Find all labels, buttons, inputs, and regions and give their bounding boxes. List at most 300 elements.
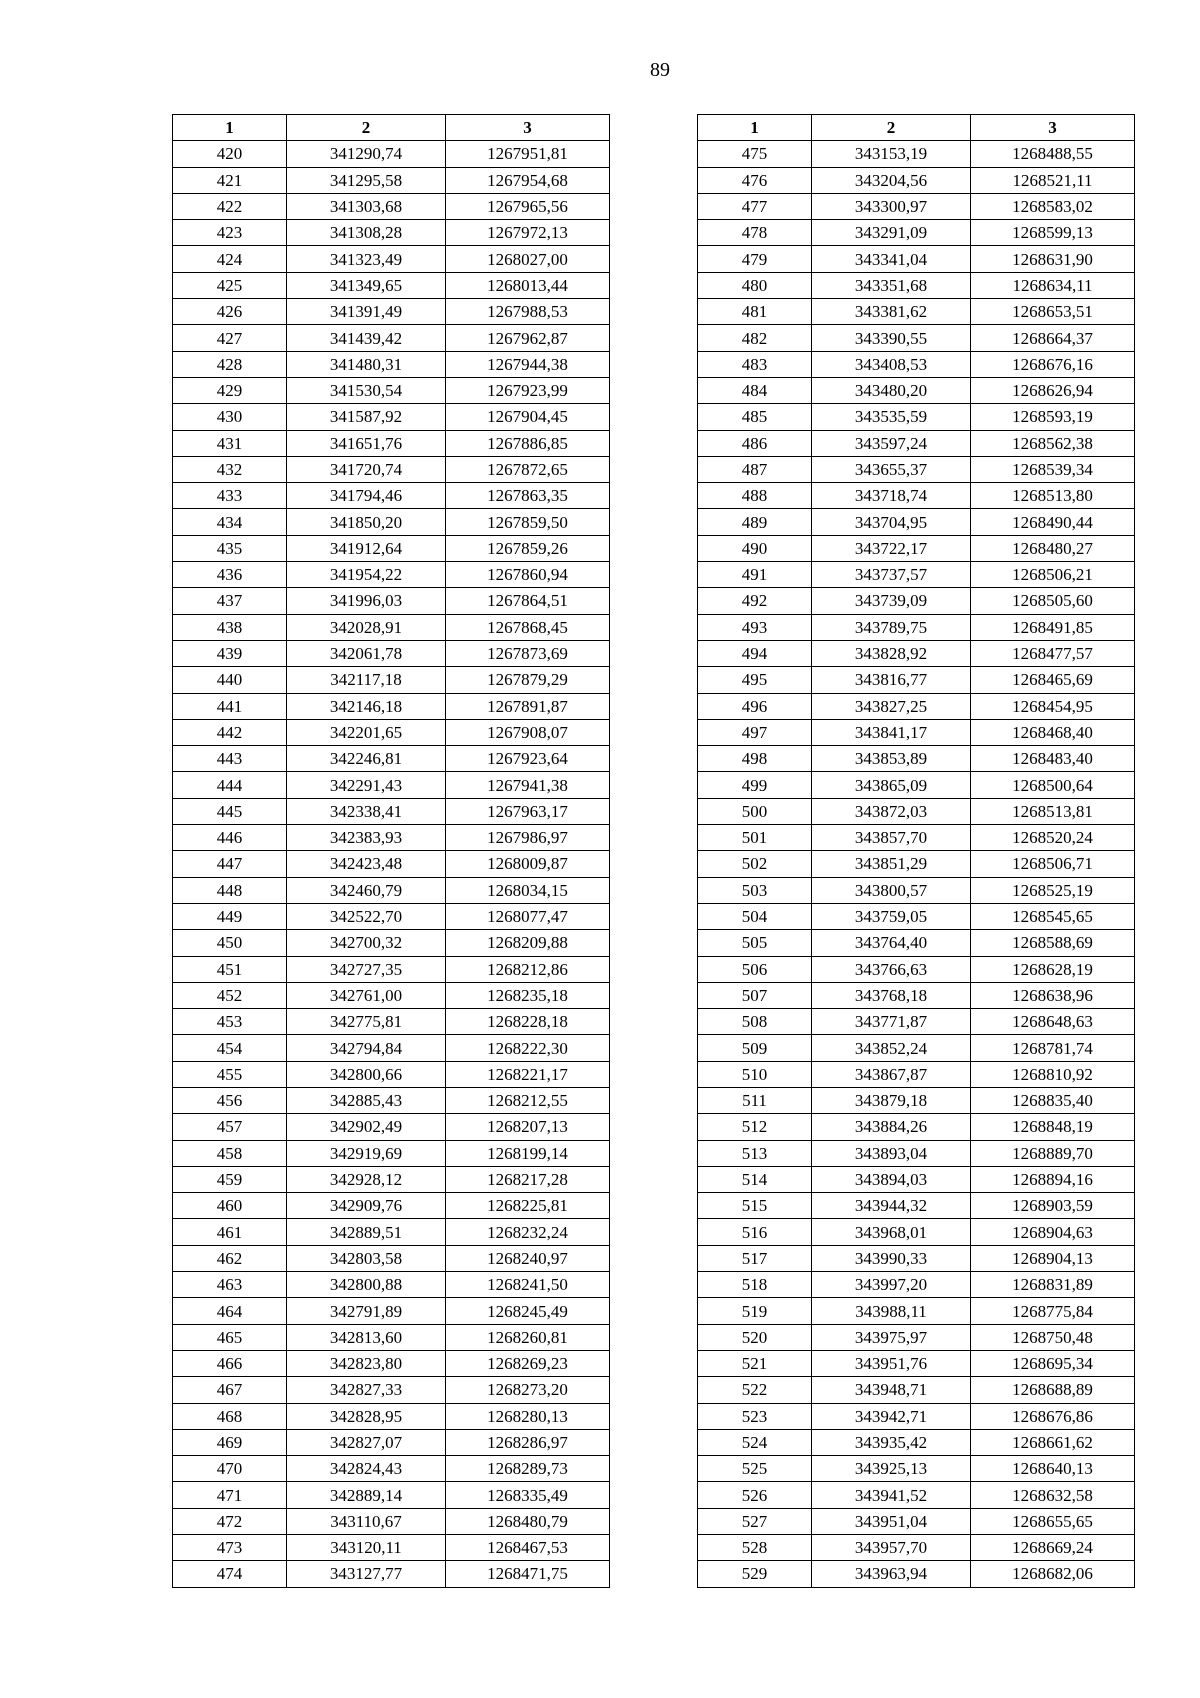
table-row bbox=[698, 404, 1135, 430]
x-coordinate-cell: 343867,87 bbox=[812, 1061, 971, 1087]
table-row bbox=[173, 956, 610, 982]
point-number-cell: 481 bbox=[698, 299, 812, 325]
y-coordinate-cell: 1268695,34 bbox=[971, 1350, 1135, 1376]
y-coordinate-cell: 1268217,28 bbox=[446, 1166, 610, 1192]
point-number-cell: 457 bbox=[173, 1114, 287, 1140]
x-coordinate-cell: 343997,20 bbox=[812, 1272, 971, 1298]
y-coordinate-cell: 1268467,53 bbox=[446, 1535, 610, 1561]
y-coordinate-cell: 1268848,19 bbox=[971, 1114, 1135, 1140]
point-number-cell: 496 bbox=[698, 693, 812, 719]
table-body-left bbox=[173, 141, 610, 1587]
point-number-cell: 497 bbox=[698, 719, 812, 745]
y-coordinate-cell: 1268688,89 bbox=[971, 1377, 1135, 1403]
table-row bbox=[173, 141, 610, 167]
y-coordinate-cell: 1268286,97 bbox=[446, 1429, 610, 1455]
point-number-cell: 504 bbox=[698, 903, 812, 929]
x-coordinate-cell: 343963,94 bbox=[812, 1561, 971, 1587]
x-coordinate-cell: 343951,04 bbox=[812, 1508, 971, 1534]
y-coordinate-cell: 1268480,79 bbox=[446, 1508, 610, 1534]
x-coordinate-cell: 343535,59 bbox=[812, 404, 971, 430]
table-row bbox=[698, 193, 1135, 219]
x-coordinate-cell: 343120,11 bbox=[287, 1535, 446, 1561]
x-coordinate-cell: 343941,52 bbox=[812, 1482, 971, 1508]
y-coordinate-cell: 1268903,59 bbox=[971, 1193, 1135, 1219]
x-coordinate-cell: 343110,67 bbox=[287, 1508, 446, 1534]
x-coordinate-cell: 343204,56 bbox=[812, 167, 971, 193]
table-row bbox=[173, 325, 610, 351]
table-row bbox=[698, 377, 1135, 403]
point-number-cell: 476 bbox=[698, 167, 812, 193]
x-coordinate-cell: 342824,43 bbox=[287, 1456, 446, 1482]
y-coordinate-cell: 1267859,50 bbox=[446, 509, 610, 535]
point-number-cell: 492 bbox=[698, 588, 812, 614]
y-coordinate-cell: 1268632,58 bbox=[971, 1482, 1135, 1508]
y-coordinate-cell: 1268273,20 bbox=[446, 1377, 610, 1403]
y-coordinate-cell: 1268491,85 bbox=[971, 614, 1135, 640]
y-coordinate-cell: 1268634,11 bbox=[971, 272, 1135, 298]
table-row bbox=[698, 483, 1135, 509]
table-row bbox=[698, 351, 1135, 377]
table-row bbox=[698, 325, 1135, 351]
table-row bbox=[173, 903, 610, 929]
point-number-cell: 421 bbox=[173, 167, 287, 193]
table-row bbox=[698, 1272, 1135, 1298]
table-row bbox=[173, 588, 610, 614]
point-number-cell: 484 bbox=[698, 377, 812, 403]
x-coordinate-cell: 342246,81 bbox=[287, 746, 446, 772]
y-coordinate-cell: 1268222,30 bbox=[446, 1035, 610, 1061]
y-coordinate-cell: 1268810,92 bbox=[971, 1061, 1135, 1087]
table-row bbox=[173, 351, 610, 377]
point-number-cell: 440 bbox=[173, 667, 287, 693]
table-row bbox=[173, 1403, 610, 1429]
point-number-cell: 474 bbox=[173, 1561, 287, 1587]
table-row bbox=[173, 772, 610, 798]
y-coordinate-cell: 1268669,24 bbox=[971, 1535, 1135, 1561]
table-row bbox=[698, 877, 1135, 903]
point-number-cell: 506 bbox=[698, 956, 812, 982]
point-number-cell: 524 bbox=[698, 1429, 812, 1455]
point-number-cell: 439 bbox=[173, 640, 287, 666]
point-number-cell: 526 bbox=[698, 1482, 812, 1508]
y-coordinate-cell: 1268199,14 bbox=[446, 1140, 610, 1166]
x-coordinate-cell: 342291,43 bbox=[287, 772, 446, 798]
point-number-cell: 512 bbox=[698, 1114, 812, 1140]
table-row bbox=[173, 1508, 610, 1534]
point-number-cell: 514 bbox=[698, 1166, 812, 1192]
point-number-cell: 490 bbox=[698, 535, 812, 561]
point-number-cell: 479 bbox=[698, 246, 812, 272]
x-coordinate-cell: 341295,58 bbox=[287, 167, 446, 193]
y-coordinate-cell: 1268588,69 bbox=[971, 930, 1135, 956]
x-coordinate-cell: 343827,25 bbox=[812, 693, 971, 719]
x-coordinate-cell: 341323,49 bbox=[287, 246, 446, 272]
point-number-cell: 508 bbox=[698, 1009, 812, 1035]
y-coordinate-cell: 1268513,80 bbox=[971, 483, 1135, 509]
table-row bbox=[698, 1009, 1135, 1035]
table-row bbox=[698, 640, 1135, 666]
point-number-cell: 471 bbox=[173, 1482, 287, 1508]
x-coordinate-cell: 342794,84 bbox=[287, 1035, 446, 1061]
point-number-cell: 423 bbox=[173, 220, 287, 246]
y-coordinate-cell: 1268831,89 bbox=[971, 1272, 1135, 1298]
x-coordinate-cell: 342028,91 bbox=[287, 614, 446, 640]
point-number-cell: 472 bbox=[173, 1508, 287, 1534]
point-number-cell: 489 bbox=[698, 509, 812, 535]
table-row bbox=[698, 1114, 1135, 1140]
table-row bbox=[173, 1377, 610, 1403]
point-number-cell: 502 bbox=[698, 851, 812, 877]
table-row bbox=[173, 1535, 610, 1561]
y-coordinate-cell: 1267864,51 bbox=[446, 588, 610, 614]
table-row bbox=[698, 903, 1135, 929]
x-coordinate-cell: 343894,03 bbox=[812, 1166, 971, 1192]
y-coordinate-cell: 1268521,11 bbox=[971, 167, 1135, 193]
point-number-cell: 488 bbox=[698, 483, 812, 509]
table-row bbox=[698, 1298, 1135, 1324]
y-coordinate-cell: 1268775,84 bbox=[971, 1298, 1135, 1324]
y-coordinate-cell: 1268655,65 bbox=[971, 1508, 1135, 1534]
x-coordinate-cell: 343828,92 bbox=[812, 640, 971, 666]
y-coordinate-cell: 1267954,68 bbox=[446, 167, 610, 193]
x-coordinate-cell: 343764,40 bbox=[812, 930, 971, 956]
x-coordinate-cell: 343408,53 bbox=[812, 351, 971, 377]
point-number-cell: 422 bbox=[173, 193, 287, 219]
point-number-cell: 468 bbox=[173, 1403, 287, 1429]
point-number-cell: 448 bbox=[173, 877, 287, 903]
table-row bbox=[173, 535, 610, 561]
table-row bbox=[173, 1087, 610, 1113]
y-coordinate-cell: 1268653,51 bbox=[971, 299, 1135, 325]
x-coordinate-cell: 343771,87 bbox=[812, 1009, 971, 1035]
x-coordinate-cell: 343841,17 bbox=[812, 719, 971, 745]
table-row bbox=[698, 1087, 1135, 1113]
table-row bbox=[698, 1193, 1135, 1219]
x-coordinate-cell: 341391,49 bbox=[287, 299, 446, 325]
y-coordinate-cell: 1268225,81 bbox=[446, 1193, 610, 1219]
table-row bbox=[698, 1350, 1135, 1376]
table-row bbox=[173, 877, 610, 903]
table-row bbox=[698, 614, 1135, 640]
point-number-cell: 450 bbox=[173, 930, 287, 956]
point-number-cell: 427 bbox=[173, 325, 287, 351]
x-coordinate-cell: 341290,74 bbox=[287, 141, 446, 167]
y-coordinate-cell: 1268465,69 bbox=[971, 667, 1135, 693]
x-coordinate-cell: 342201,65 bbox=[287, 719, 446, 745]
y-coordinate-cell: 1268335,49 bbox=[446, 1482, 610, 1508]
y-coordinate-cell: 1268483,40 bbox=[971, 746, 1135, 772]
y-coordinate-cell: 1267879,29 bbox=[446, 667, 610, 693]
table-row bbox=[698, 220, 1135, 246]
y-coordinate-cell: 1268260,81 bbox=[446, 1324, 610, 1350]
point-number-cell: 445 bbox=[173, 798, 287, 824]
x-coordinate-cell: 341439,42 bbox=[287, 325, 446, 351]
header-row bbox=[173, 115, 610, 141]
table-row bbox=[173, 404, 610, 430]
x-coordinate-cell: 342827,07 bbox=[287, 1429, 446, 1455]
table-row bbox=[698, 1166, 1135, 1192]
point-number-cell: 491 bbox=[698, 562, 812, 588]
x-coordinate-cell: 343291,09 bbox=[812, 220, 971, 246]
point-number-cell: 432 bbox=[173, 456, 287, 482]
table-row bbox=[698, 930, 1135, 956]
point-number-cell: 494 bbox=[698, 640, 812, 666]
y-coordinate-cell: 1268013,44 bbox=[446, 272, 610, 298]
table-row bbox=[173, 1140, 610, 1166]
point-number-cell: 438 bbox=[173, 614, 287, 640]
x-coordinate-cell: 343381,62 bbox=[812, 299, 971, 325]
table-row bbox=[173, 614, 610, 640]
x-coordinate-cell: 342919,69 bbox=[287, 1140, 446, 1166]
x-coordinate-cell: 343480,20 bbox=[812, 377, 971, 403]
table-row bbox=[698, 667, 1135, 693]
point-number-cell: 466 bbox=[173, 1350, 287, 1376]
table-row bbox=[698, 1482, 1135, 1508]
column-header-3: 3 bbox=[446, 115, 610, 141]
y-coordinate-cell: 1268562,38 bbox=[971, 430, 1135, 456]
table-row bbox=[698, 456, 1135, 482]
y-coordinate-cell: 1268661,62 bbox=[971, 1429, 1135, 1455]
point-number-cell: 441 bbox=[173, 693, 287, 719]
y-coordinate-cell: 1267963,17 bbox=[446, 798, 610, 824]
table-row bbox=[698, 167, 1135, 193]
table-row bbox=[173, 299, 610, 325]
table-row bbox=[698, 1245, 1135, 1271]
y-coordinate-cell: 1267923,64 bbox=[446, 746, 610, 772]
point-number-cell: 430 bbox=[173, 404, 287, 430]
x-coordinate-cell: 342827,33 bbox=[287, 1377, 446, 1403]
table-row bbox=[173, 982, 610, 1008]
point-number-cell: 525 bbox=[698, 1456, 812, 1482]
x-coordinate-cell: 342761,00 bbox=[287, 982, 446, 1008]
x-coordinate-cell: 341996,03 bbox=[287, 588, 446, 614]
y-coordinate-cell: 1268477,57 bbox=[971, 640, 1135, 666]
y-coordinate-cell: 1268676,16 bbox=[971, 351, 1135, 377]
table-row bbox=[173, 1456, 610, 1482]
table-row bbox=[698, 956, 1135, 982]
point-number-cell: 452 bbox=[173, 982, 287, 1008]
point-number-cell: 429 bbox=[173, 377, 287, 403]
y-coordinate-cell: 1268894,16 bbox=[971, 1166, 1135, 1192]
x-coordinate-cell: 342800,66 bbox=[287, 1061, 446, 1087]
y-coordinate-cell: 1268235,18 bbox=[446, 982, 610, 1008]
y-coordinate-cell: 1267891,87 bbox=[446, 693, 610, 719]
y-coordinate-cell: 1267859,26 bbox=[446, 535, 610, 561]
x-coordinate-cell: 341912,64 bbox=[287, 535, 446, 561]
table-row bbox=[698, 1219, 1135, 1245]
coordinates-table-right bbox=[697, 114, 1135, 1588]
point-number-cell: 517 bbox=[698, 1245, 812, 1271]
y-coordinate-cell: 1268593,19 bbox=[971, 404, 1135, 430]
x-coordinate-cell: 343925,13 bbox=[812, 1456, 971, 1482]
table-row bbox=[698, 772, 1135, 798]
y-coordinate-cell: 1267988,53 bbox=[446, 299, 610, 325]
table-row bbox=[173, 719, 610, 745]
column-header-2: 2 bbox=[287, 115, 446, 141]
point-number-cell: 480 bbox=[698, 272, 812, 298]
x-coordinate-cell: 342813,60 bbox=[287, 1324, 446, 1350]
point-number-cell: 520 bbox=[698, 1324, 812, 1350]
y-coordinate-cell: 1268471,75 bbox=[446, 1561, 610, 1587]
point-number-cell: 433 bbox=[173, 483, 287, 509]
y-coordinate-cell: 1268480,27 bbox=[971, 535, 1135, 561]
x-coordinate-cell: 343879,18 bbox=[812, 1087, 971, 1113]
point-number-cell: 453 bbox=[173, 1009, 287, 1035]
y-coordinate-cell: 1268490,44 bbox=[971, 509, 1135, 535]
y-coordinate-cell: 1267868,45 bbox=[446, 614, 610, 640]
x-coordinate-cell: 341651,76 bbox=[287, 430, 446, 456]
table-row bbox=[173, 1166, 610, 1192]
x-coordinate-cell: 342889,51 bbox=[287, 1219, 446, 1245]
x-coordinate-cell: 341530,54 bbox=[287, 377, 446, 403]
x-coordinate-cell: 342522,70 bbox=[287, 903, 446, 929]
point-number-cell: 447 bbox=[173, 851, 287, 877]
x-coordinate-cell: 342889,14 bbox=[287, 1482, 446, 1508]
x-coordinate-cell: 343893,04 bbox=[812, 1140, 971, 1166]
point-number-cell: 446 bbox=[173, 825, 287, 851]
y-coordinate-cell: 1268506,21 bbox=[971, 562, 1135, 588]
table-row bbox=[173, 798, 610, 824]
point-number-cell: 503 bbox=[698, 877, 812, 903]
point-number-cell: 498 bbox=[698, 746, 812, 772]
table-row bbox=[173, 1561, 610, 1587]
x-coordinate-cell: 342061,78 bbox=[287, 640, 446, 666]
x-coordinate-cell: 343851,29 bbox=[812, 851, 971, 877]
point-number-cell: 454 bbox=[173, 1035, 287, 1061]
point-number-cell: 516 bbox=[698, 1219, 812, 1245]
point-number-cell: 465 bbox=[173, 1324, 287, 1350]
x-coordinate-cell: 341303,68 bbox=[287, 193, 446, 219]
table-row bbox=[698, 1403, 1135, 1429]
x-coordinate-cell: 342928,12 bbox=[287, 1166, 446, 1192]
table-row bbox=[173, 193, 610, 219]
y-coordinate-cell: 1268505,60 bbox=[971, 588, 1135, 614]
table-row bbox=[173, 430, 610, 456]
x-coordinate-cell: 342775,81 bbox=[287, 1009, 446, 1035]
y-coordinate-cell: 1268520,24 bbox=[971, 825, 1135, 851]
y-coordinate-cell: 1268027,00 bbox=[446, 246, 610, 272]
x-coordinate-cell: 343789,75 bbox=[812, 614, 971, 640]
x-coordinate-cell: 343737,57 bbox=[812, 562, 971, 588]
point-number-cell: 434 bbox=[173, 509, 287, 535]
point-number-cell: 478 bbox=[698, 220, 812, 246]
point-number-cell: 511 bbox=[698, 1087, 812, 1113]
y-coordinate-cell: 1268545,65 bbox=[971, 903, 1135, 929]
x-coordinate-cell: 342117,18 bbox=[287, 667, 446, 693]
x-coordinate-cell: 342823,80 bbox=[287, 1350, 446, 1376]
x-coordinate-cell: 342909,76 bbox=[287, 1193, 446, 1219]
point-number-cell: 518 bbox=[698, 1272, 812, 1298]
x-coordinate-cell: 343865,09 bbox=[812, 772, 971, 798]
y-coordinate-cell: 1268889,70 bbox=[971, 1140, 1135, 1166]
table-row bbox=[173, 640, 610, 666]
table-row bbox=[698, 430, 1135, 456]
x-coordinate-cell: 342460,79 bbox=[287, 877, 446, 903]
table-row bbox=[173, 1272, 610, 1298]
y-coordinate-cell: 1267962,87 bbox=[446, 325, 610, 351]
x-coordinate-cell: 341308,28 bbox=[287, 220, 446, 246]
x-coordinate-cell: 343127,77 bbox=[287, 1561, 446, 1587]
x-coordinate-cell: 343857,70 bbox=[812, 825, 971, 851]
y-coordinate-cell: 1268638,96 bbox=[971, 982, 1135, 1008]
y-coordinate-cell: 1268664,37 bbox=[971, 325, 1135, 351]
y-coordinate-cell: 1268513,81 bbox=[971, 798, 1135, 824]
y-coordinate-cell: 1268280,13 bbox=[446, 1403, 610, 1429]
point-number-cell: 487 bbox=[698, 456, 812, 482]
y-coordinate-cell: 1267873,69 bbox=[446, 640, 610, 666]
table-row bbox=[173, 272, 610, 298]
table-row bbox=[698, 246, 1135, 272]
point-number-cell: 464 bbox=[173, 1298, 287, 1324]
y-coordinate-cell: 1268676,86 bbox=[971, 1403, 1135, 1429]
point-number-cell: 499 bbox=[698, 772, 812, 798]
point-number-cell: 515 bbox=[698, 1193, 812, 1219]
table-row bbox=[698, 141, 1135, 167]
point-number-cell: 424 bbox=[173, 246, 287, 272]
point-number-cell: 456 bbox=[173, 1087, 287, 1113]
x-coordinate-cell: 343951,76 bbox=[812, 1350, 971, 1376]
point-number-cell: 495 bbox=[698, 667, 812, 693]
y-coordinate-cell: 1268583,02 bbox=[971, 193, 1135, 219]
table-row bbox=[173, 1324, 610, 1350]
y-coordinate-cell: 1267923,99 bbox=[446, 377, 610, 403]
point-number-cell: 505 bbox=[698, 930, 812, 956]
y-coordinate-cell: 1268539,34 bbox=[971, 456, 1135, 482]
table-row bbox=[698, 299, 1135, 325]
point-number-cell: 475 bbox=[698, 141, 812, 167]
x-coordinate-cell: 342885,43 bbox=[287, 1087, 446, 1113]
table-row bbox=[173, 562, 610, 588]
table-row bbox=[698, 272, 1135, 298]
x-coordinate-cell: 342700,32 bbox=[287, 930, 446, 956]
table-row bbox=[173, 1193, 610, 1219]
point-number-cell: 523 bbox=[698, 1403, 812, 1429]
x-coordinate-cell: 342803,58 bbox=[287, 1245, 446, 1271]
point-number-cell: 521 bbox=[698, 1350, 812, 1376]
point-number-cell: 473 bbox=[173, 1535, 287, 1561]
point-number-cell: 461 bbox=[173, 1219, 287, 1245]
x-coordinate-cell: 341954,22 bbox=[287, 562, 446, 588]
table-row bbox=[173, 1219, 610, 1245]
table-row bbox=[698, 693, 1135, 719]
y-coordinate-cell: 1268648,63 bbox=[971, 1009, 1135, 1035]
table-row bbox=[173, 1245, 610, 1271]
table-row bbox=[173, 167, 610, 193]
point-number-cell: 486 bbox=[698, 430, 812, 456]
column-header-1: 1 bbox=[173, 115, 287, 141]
x-coordinate-cell: 343853,89 bbox=[812, 746, 971, 772]
table-row bbox=[173, 930, 610, 956]
y-coordinate-cell: 1267872,65 bbox=[446, 456, 610, 482]
point-number-cell: 455 bbox=[173, 1061, 287, 1087]
x-coordinate-cell: 341587,92 bbox=[287, 404, 446, 430]
y-coordinate-cell: 1268904,63 bbox=[971, 1219, 1135, 1245]
y-coordinate-cell: 1268835,40 bbox=[971, 1087, 1135, 1113]
point-number-cell: 459 bbox=[173, 1166, 287, 1192]
table-row bbox=[698, 798, 1135, 824]
table-row bbox=[698, 982, 1135, 1008]
y-coordinate-cell: 1267951,81 bbox=[446, 141, 610, 167]
y-coordinate-cell: 1268232,24 bbox=[446, 1219, 610, 1245]
point-number-cell: 435 bbox=[173, 535, 287, 561]
x-coordinate-cell: 343942,71 bbox=[812, 1403, 971, 1429]
y-coordinate-cell: 1267965,56 bbox=[446, 193, 610, 219]
x-coordinate-cell: 342338,41 bbox=[287, 798, 446, 824]
table-row bbox=[173, 377, 610, 403]
point-number-cell: 510 bbox=[698, 1061, 812, 1087]
point-number-cell: 443 bbox=[173, 746, 287, 772]
y-coordinate-cell: 1267860,94 bbox=[446, 562, 610, 588]
